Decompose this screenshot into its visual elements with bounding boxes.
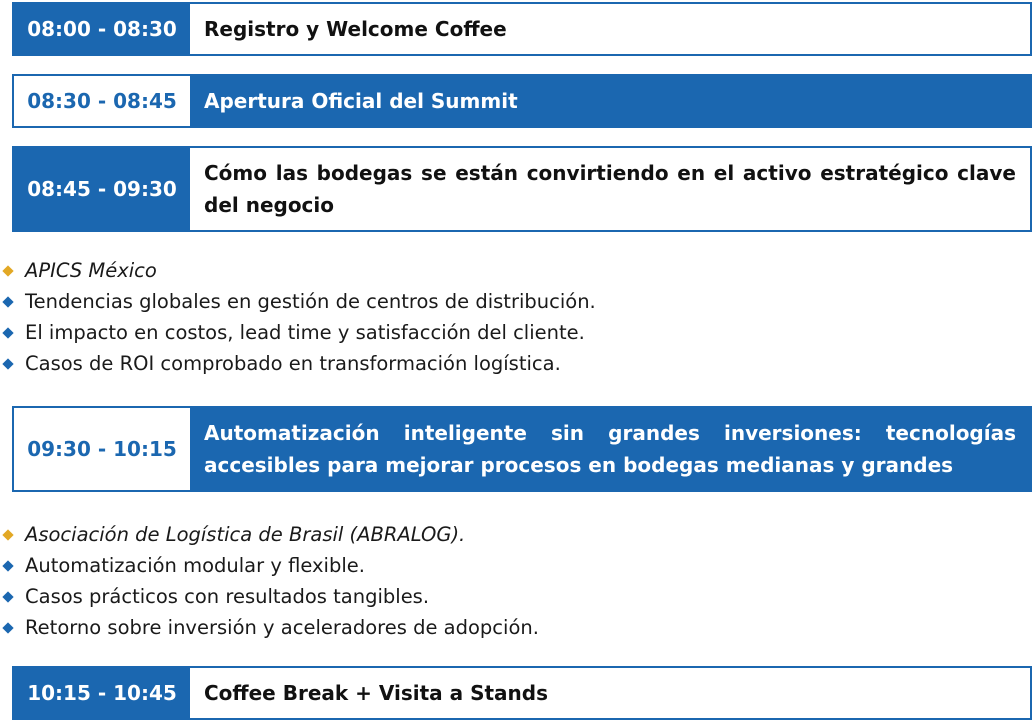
speaker-name: Asociación de Logística de Brasil (ABRALOG). (25, 523, 466, 546)
point-text: Casos de ROI comprobado en transformación logística. (25, 352, 561, 375)
list-item (0, 612, 1020, 643)
session-3-details (0, 255, 1020, 379)
speaker-name: APICS México (25, 259, 157, 282)
diamond-blue-icon (2, 560, 13, 571)
session-title: Automatización inteligente sin grandes inversiones: tecnologías accesibles para mejorar procesos en bodegas medianas y grandes (204, 421, 1016, 477)
diamond-gold-icon (2, 265, 13, 276)
diamond-gold-icon (2, 529, 13, 540)
list-item (0, 317, 1020, 348)
agenda-session-1 (12, 2, 1032, 56)
session-title-box (190, 148, 1030, 230)
speaker-item (0, 519, 1020, 550)
session-title: Cómo las bodegas se están convirtiendo en el activo estratégico clave del negocio (204, 161, 1016, 217)
list-item (0, 348, 1020, 379)
session-title: Coffee Break + Visita a Stands (204, 681, 549, 705)
diamond-blue-icon (2, 296, 13, 307)
list-item (0, 581, 1020, 612)
session-time: 10:15 - 10:45 (14, 668, 190, 718)
session-time: 08:45 - 09:30 (14, 148, 190, 230)
session-title: Apertura Oficial del Summit (204, 89, 518, 113)
speaker-item (0, 255, 1020, 286)
session-title-box (190, 4, 1030, 54)
session-time: 08:30 - 08:45 (14, 76, 190, 126)
diamond-blue-icon (2, 358, 13, 369)
session-title-box (190, 668, 1030, 718)
point-text: Casos prácticos con resultados tangibles. (25, 585, 430, 608)
diamond-blue-icon (2, 327, 13, 338)
point-text: Automatización modular y flexible. (25, 554, 365, 577)
point-text: Tendencias globales en gestión de centros de distribución. (25, 290, 596, 313)
diamond-blue-icon (2, 622, 13, 633)
agenda-session-3 (12, 146, 1032, 232)
point-text: El impacto en costos, lead time y satisfacción del cliente. (25, 321, 585, 344)
list-item (0, 550, 1020, 581)
session-time: 08:00 - 08:30 (14, 4, 190, 54)
session-4-details (0, 519, 1020, 643)
agenda-session-5 (12, 666, 1032, 720)
session-title: Registro y Welcome Coffee (204, 17, 507, 41)
session-title-box (190, 408, 1030, 490)
session-time: 09:30 - 10:15 (14, 408, 190, 490)
diamond-blue-icon (2, 591, 13, 602)
agenda-session-2 (12, 74, 1032, 128)
session-title-box (190, 76, 1030, 126)
point-text: Retorno sobre inversión y aceleradores de adopción. (25, 616, 539, 639)
list-item (0, 286, 1020, 317)
agenda-session-4 (12, 406, 1032, 492)
